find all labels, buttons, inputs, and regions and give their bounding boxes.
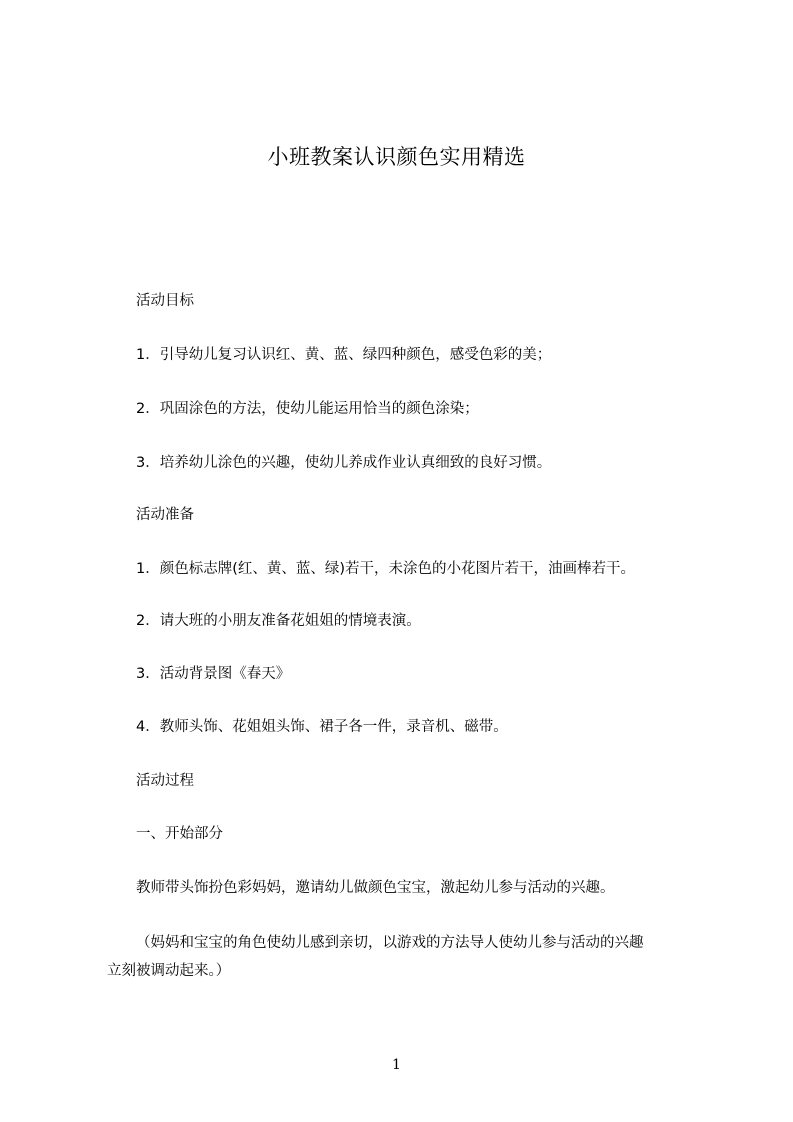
opening-note-line-2: 立刻被调动起来。）	[107, 963, 231, 979]
opening-note-paragraph	[107, 929, 707, 985]
page-number: 1	[392, 1057, 401, 1073]
preparation-item-3: 3．活动背景图《春天》	[136, 666, 291, 682]
goal-item-2: 2．巩固涂色的方法，使幼儿能运用恰当的颜色涂染；	[136, 401, 479, 417]
opening-note-line-1: （妈妈和宝宝的角色使幼儿感到亲切，以游戏的方法导人使幼儿参与活动的兴趣	[136, 935, 644, 951]
section-heading-preparation: 活动准备	[136, 507, 194, 523]
opening-paragraph: 教师带头饰扮色彩妈妈，邀请幼儿做颜色宝宝，激起幼儿参与活动的兴趣。	[136, 880, 615, 896]
section-heading-process: 活动过程	[136, 773, 194, 789]
preparation-item-1: 1．颜色标志牌(红、黄、蓝、绿)若干，未涂色的小花图片若干，油画棒若干。	[136, 561, 636, 577]
preparation-item-2: 2．请大班的小朋友准备花姐姐的情境表演。	[136, 613, 421, 629]
goal-item-3: 3．培养幼儿涂色的兴趣，使幼儿养成作业认真细致的良好习惯。	[136, 455, 552, 471]
goal-item-1: 1．引导幼儿复习认识红、黄、蓝、绿四种颜色，感受色彩的美；	[136, 347, 552, 363]
preparation-item-4: 4．教师头饰、花姐姐头饰、裙子各一件，录音机、磁带。	[136, 719, 508, 735]
section-heading-goals: 活动目标	[136, 293, 194, 309]
subsection-heading-opening: 一、开始部分	[136, 826, 223, 842]
document-title: 小班教案认识颜色实用精选	[267, 145, 526, 169]
